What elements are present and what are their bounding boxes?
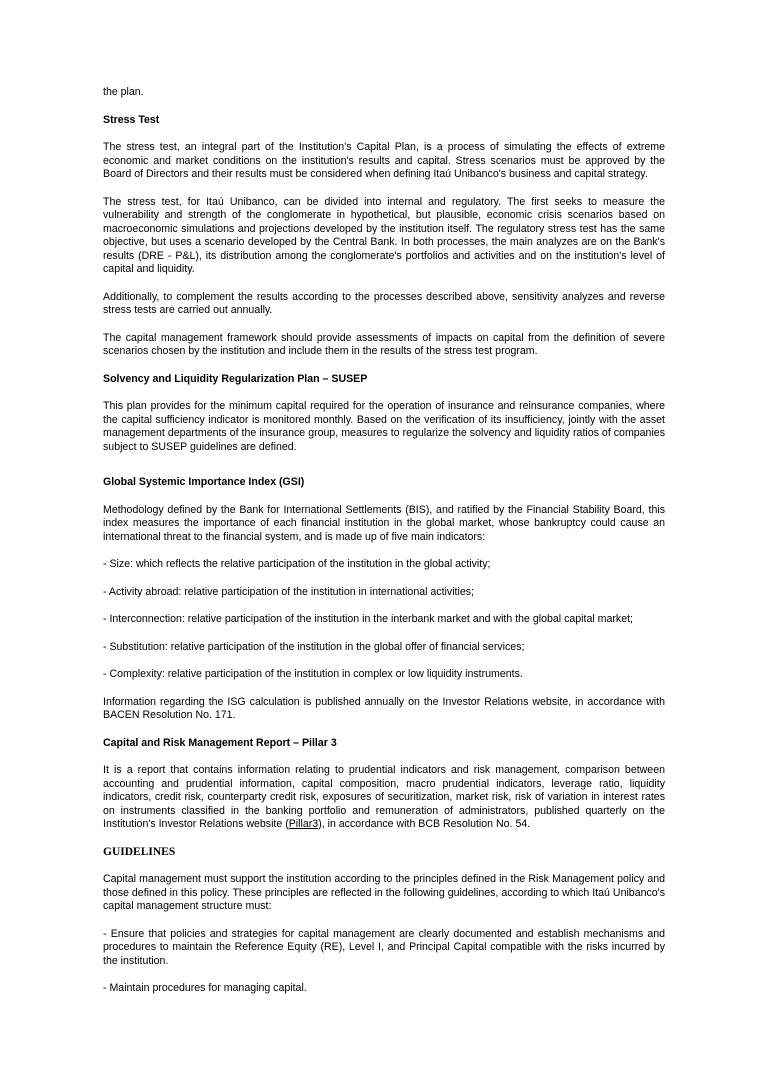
gsi-indicator-item: - Substitution: relative participation of the institution in the global offer of financial services; <box>103 640 525 653</box>
stress-test-paragraph-2: The stress test, for Itaú Unibanco, can be divided into internal and regulatory. The first seeks to measure the vulnerability and strength of the conglomerate in hypothetical, but plausible, economic crisis scenarios based on macroeconomic simulations and projections developed by the institution itself. The regulatory stress test has the same objective, but uses a scenario developed by the Central Bank. In both processes, the main analyzes are on the Bank's results (DRE - P&L), its distribution among the conglomerate's portfolios and activities and on the institution's level of capital and liquidity. <box>103 195 665 275</box>
gsi-paragraph-1: Methodology defined by the Bank for International Settlements (BIS), and ratified by the Financial Stability Board, this index measures the importance of each financial institution in the global market, whose bankruptcy could cause an international threat to the financial system, and is made up of five main indicators: <box>103 503 665 543</box>
guidelines-heading: GUIDELINES <box>103 845 176 858</box>
gsi-indicator-item: - Complexity: relative participation of the institution in complex or low liquidity instruments. <box>103 668 523 680</box>
guidelines-item: - Ensure that policies and strategies for capital management are clearly documented and establish mechanisms and procedures to maintain the Reference Equity (RE), Level I, and Principal Capital compatible with the risks incurred by the institution. <box>103 927 665 967</box>
stress-test-paragraph-4: The capital management framework should provide assessments of impacts on capital from the definition of severe scenarios chosen by the institution and include them in the results of the stress test program. <box>103 331 665 357</box>
intro-fragment: the plan. <box>103 86 144 98</box>
susep-heading: Solvency and Liquidity Regularization Plan – SUSEP <box>103 372 368 385</box>
guidelines-item: - Maintain procedures for managing capital. <box>103 982 307 994</box>
gsi-indicator-item: - Activity abroad: relative participation of the institution in international activities; <box>103 585 474 598</box>
susep-paragraph: This plan provides for the minimum capital required for the operation of insurance and reinsurance companies, where the capital sufficiency indicator is monitored monthly. Based on the verification of its insufficiency, jointly with the asset management departments of the insurance group, measures to regularize the solvency and liquidity ratios of companies subject to SUSEP guidelines are defined. <box>103 400 665 453</box>
stress-test-paragraph-1: The stress test, an integral part of the Institution's Capital Plan, is a process of simulating the effects of extreme economic and market conditions on the institution's results and capital. Stress scenarios must be approved by the Board of Directors and their results must be considered when defining Itaú Unibanco's business and capital strategy. <box>103 141 665 180</box>
guidelines-paragraph: Capital management must support the institution according to the principles defined in the Risk Management policy and those defined in this policy. These principles are reflected in the following guidelines, according to which Itaú Unibanco's capital management structure must: <box>103 873 665 912</box>
pillar3-link[interactable]: Pillar3 <box>288 818 319 830</box>
gsi-indicator-item: - Interconnection: relative participation of the institution in the interbank market and with the global capital market; <box>103 613 633 625</box>
pillar3-text-before-link: It is a report that contains information relating to prudential indicators and risk management, comparison between accounting and prudential information, capital composition, macro prudential indicators, leverage ratio, liquidity indicators, credit risk, counterparty credit risk, exposures of securitization, market risk, risk of variation in interest rates on instruments classified in the banking portfolio and remuneration of administrators, published quarterly on the Institution's Investor Relations website ( <box>103 764 665 830</box>
pillar3-heading: Capital and Risk Management Report – Pillar 3 <box>103 736 337 749</box>
document-body <box>103 86 665 1010</box>
gsi-paragraph-2: Information regarding the ISG calculation is published annually on the Investor Relations website, in accordance with BACEN Resolution No. 171. <box>103 695 665 721</box>
pillar3-text-after-link: ), in accordance with BCB Resolution No. 54. <box>318 818 531 830</box>
stress-test-paragraph-3: Additionally, to complement the results according to the processes described above, sensitivity analyzes and reverse stress tests are carried out annually. <box>103 290 665 316</box>
gsi-heading: Global Systemic Importance Index (GSI) <box>103 476 305 488</box>
pillar3-paragraph <box>103 764 665 832</box>
gsi-indicator-item: - Size: which reflects the relative participation of the institution in the global activity; <box>103 558 491 570</box>
stress-test-heading: Stress Test <box>103 113 160 126</box>
